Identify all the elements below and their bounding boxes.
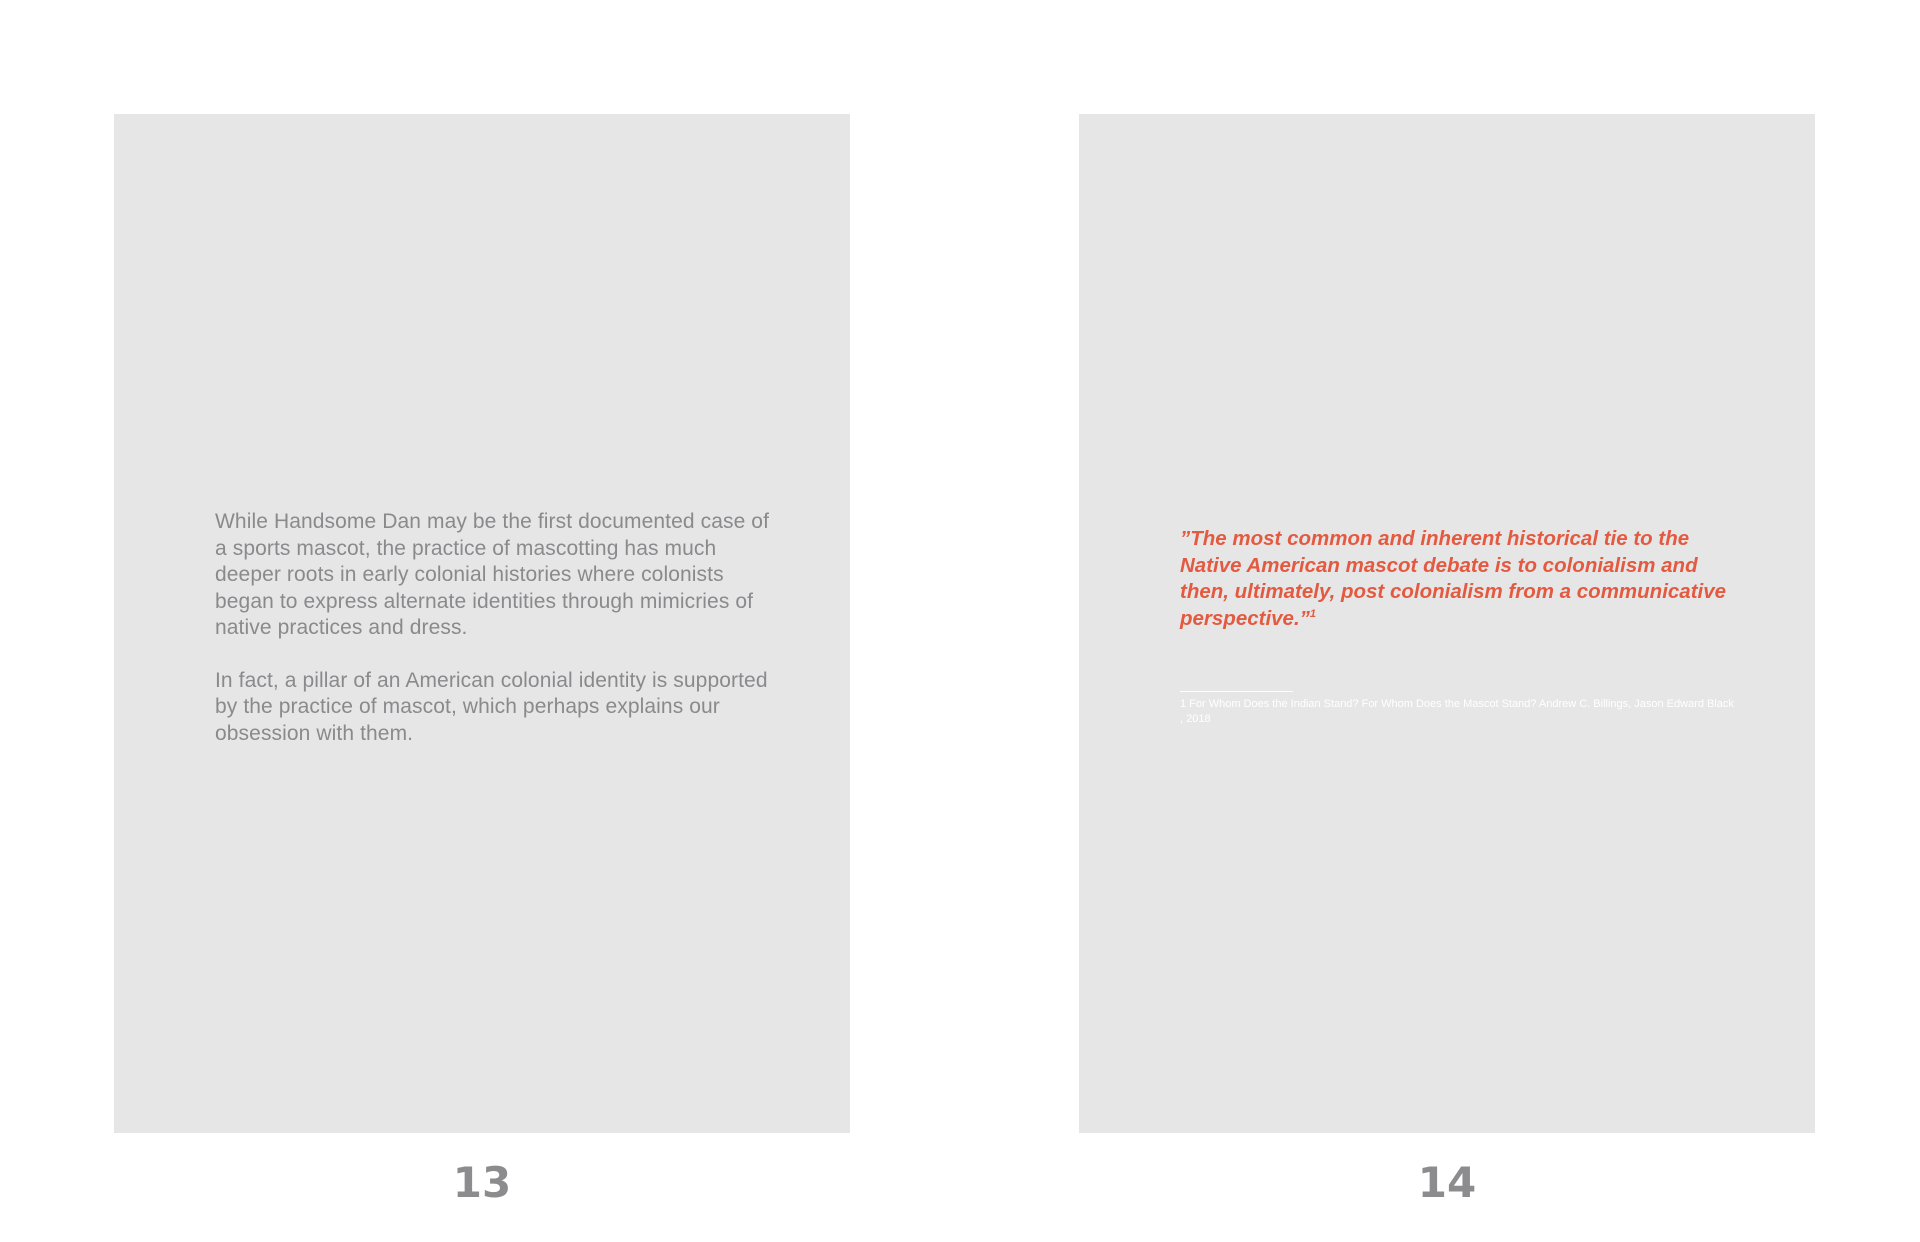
paragraph-2: In fact, a pillar of an American colonial identity is supported by the practice of mascot, which perhaps explains our obsession with them. [215,668,768,745]
footnote-divider [1180,691,1293,692]
footnote: 1 For Whom Does the Indian Stand? For Whom Does the Mascot Stand? Andrew C. Billings, Jason Edward Black , 2018 [1180,698,1734,725]
paragraph-1: While Handsome Dan may be the first documented case of a sports mascot, the practice of mascotting has much deeper roots in early colonial histories where colonists began to express alternate identities through mimicries of native practices and dress. [215,510,770,639]
page-14 [1079,114,1815,1133]
page-13 [114,114,850,1133]
footnote-marker: 1 [1309,607,1317,620]
pull-quote-text: ”The most common and inherent historical tie to the Native American mascot debate is to colonialism and then, ultimately, post colonialism from a communicative perspective.” [1180,527,1727,630]
pull-quote [1180,526,1740,632]
page-number-13: 13 [452,1158,512,1207]
page-number-14: 14 [1417,1158,1477,1207]
body-copy [215,509,775,773]
